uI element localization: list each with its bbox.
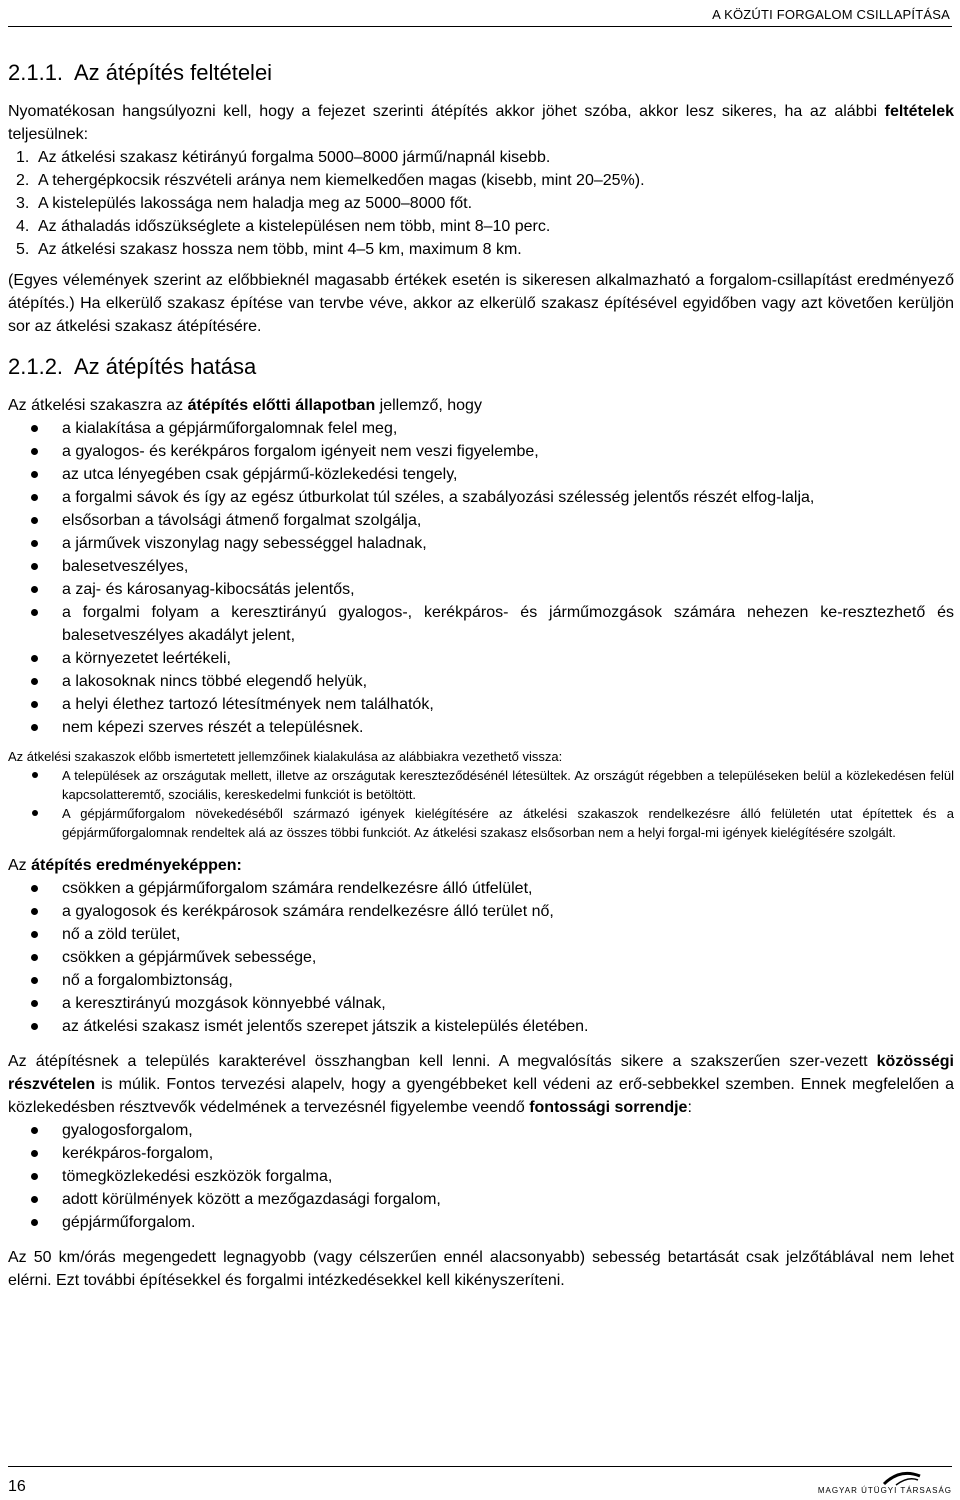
header-rule — [8, 26, 952, 27]
bullet-icon — [31, 1000, 38, 1007]
list-item: A települések az országutak mellett, illetve az országutak kereszteződésénél létesültek. Az országút régebben a településeken belül a közlekedésen felül kapcsolatteremtő, szociális, kereskedelmi funkciót is betöltött. — [8, 766, 954, 804]
priority-list — [8, 1119, 954, 1234]
bullet-icon — [31, 655, 38, 662]
running-header: A KÖZÚTI FORGALOM CSILLAPÍTÁSA — [712, 7, 950, 22]
section-heading-conditions — [8, 58, 954, 88]
bullet-icon — [32, 772, 38, 778]
list-item: nő a forgalombiztonság, — [8, 969, 954, 992]
bullet-icon — [31, 517, 38, 524]
list-item: a gyalogosok és kerékpárosok számára rendelkezésre álló terület nő, — [8, 900, 954, 923]
section-title: Az átépítés hatása — [73, 354, 257, 379]
list-item: gyalogosforgalom, — [8, 1119, 954, 1142]
bullet-icon — [31, 425, 38, 432]
bullet-icon — [31, 701, 38, 708]
list-item: A gépjárműforgalom növekedéséből származó igények kielégítésére az átkelési szakaszok rendelkezésre álló felületén utat építettek és a gépjárműforgalomnak rendeltek alá az összes többi funkciót. Az átkelési szakasz elsősorban nem a helyi forgal-mi igények kielégítésére szolgált. — [8, 804, 954, 842]
list-item: adott körülmények között a mezőgazdasági forgalom, — [8, 1188, 954, 1211]
bullet-icon — [31, 1173, 38, 1180]
list-item: csökken a gépjárművek sebessége, — [8, 946, 954, 969]
bullet-icon — [31, 609, 38, 616]
causes-lead: Az átkelési szakaszok előbb ismertetett jellemzőinek kialakulása az alábbiakra vezethető vissza: — [8, 749, 563, 764]
bullet-icon — [31, 494, 38, 501]
list-item: az átkelési szakasz ismét jelentős szerepet játszik a kistelepülés életében. — [8, 1015, 954, 1038]
list-item: az utca lényegében csak gépjármű-közlekedési tengely, — [8, 463, 954, 486]
before-state-list — [8, 417, 954, 739]
bullet-icon — [31, 1196, 38, 1203]
list-item: csökken a gépjárműforgalom számára rendelkezésre álló útfelület, — [8, 877, 954, 900]
list-item: balesetveszélyes, — [8, 555, 954, 578]
result-lead: Az átépítés eredményeképpen: — [8, 857, 242, 874]
before-state-lead: Az átkelési szakaszra az átépítés előtti állapotban jellemző, hogy — [8, 397, 482, 414]
conditions-list — [8, 146, 954, 261]
bullet-icon — [31, 908, 38, 915]
bullet-icon — [31, 931, 38, 938]
bullet-icon — [31, 724, 38, 731]
bullet-icon — [31, 563, 38, 570]
list-item: a kialakítása a gépjárműforgalomnak felel meg, — [8, 417, 954, 440]
page-content — [8, 50, 954, 1292]
list-item: elsősorban a távolsági átmenő forgalmat szolgálja, — [8, 509, 954, 532]
bullet-icon — [31, 1150, 38, 1157]
bullet-icon — [31, 1219, 38, 1226]
list-item: a forgalmi folyam a keresztirányú gyalogos-, kerékpáros- és járműmozgások számára nehezen ke-resztezhető és balesetveszélyes akadályt jelent, — [8, 601, 954, 647]
list-item: kerékpáros-forgalom, — [8, 1142, 954, 1165]
bullet-icon — [31, 954, 38, 961]
closing-paragraph: Az 50 km/órás megengedett legnagyobb (vagy célszerűen ennél alacsonyabb) sebesség betartását csak jelzőtáblával nem lehet elérni. Ezt további építésekkel és forgalmi intézkedésekkel kell kikényszeríteni. — [8, 1249, 954, 1289]
bullet-icon — [32, 810, 38, 816]
list-item: nő a zöld terület, — [8, 923, 954, 946]
list-item: a forgalmi sávok és így az egész útburkolat túl széles, a szabályozási szélesség jelentős részét elfog-lalja, — [8, 486, 954, 509]
section-title: Az átépítés feltételei — [73, 60, 273, 85]
list-item: a lakosoknak nincs többé elegendő helyük, — [8, 670, 954, 693]
list-item: 3. A kistelepülés lakossága nem haladja meg az 5000–8000 főt. — [16, 195, 473, 212]
list-item: gépjárműforgalom. — [8, 1211, 954, 1234]
footer-rule — [8, 1466, 952, 1467]
causes-list — [8, 766, 954, 842]
footer-logo — [812, 1466, 952, 1498]
section-number: 2.1.1. — [8, 60, 64, 85]
bullet-icon — [31, 540, 38, 547]
conditions-note: (Egyes vélemények szerint az előbbieknél magasabb értékek esetén is sikeresen alkalmazható a forgalom-csillapítást eredményező átépítés.) Ha elkerülő szakasz építése van tervbe véve, akkor az elkerülő szakasz építésével egyidőben vagy azt követően kerüljön sor az átkelési szakasz átépítésére. — [8, 272, 954, 335]
list-item: a keresztirányú mozgások könnyebbé válnak, — [8, 992, 954, 1015]
bullet-icon — [31, 448, 38, 455]
conditions-intro: Nyomatékosan hangsúlyozni kell, hogy a fejezet szerinti átépítés akkor jöhet szóba, akkor lesz sikeres, ha az alábbi feltételek teljesülnek: — [8, 103, 954, 143]
list-item: a helyi élethez tartozó létesítmények nem találhatók, — [8, 693, 954, 716]
bullet-icon — [31, 471, 38, 478]
list-item: a gyalogos- és kerékpáros forgalom igényeit nem veszi figyelembe, — [8, 440, 954, 463]
bullet-icon — [31, 977, 38, 984]
list-item: nem képezi szerves részét a településnek. — [8, 716, 954, 739]
list-item: 1. Az átkelési szakasz kétirányú forgalma 5000–8000 jármű/napnál kisebb. — [16, 149, 551, 166]
mut-logo-icon — [882, 1470, 922, 1486]
bullet-icon — [31, 1023, 38, 1030]
list-item: 4. Az áthaladás időszükséglete a kistelepülésen nem több, mint 8–10 perc. — [16, 218, 551, 235]
list-item: a környezetet leértékeli, — [8, 647, 954, 670]
list-item: 2. A tehergépkocsik részvételi aránya nem kiemelkedően magas (kisebb, mint 20–25%). — [16, 172, 645, 189]
bullet-icon — [31, 885, 38, 892]
page-number: 16 — [8, 1478, 26, 1495]
bullet-icon — [31, 678, 38, 685]
list-item: 5. Az átkelési szakasz hossza nem több, mint 4–5 km, maximum 8 km. — [16, 241, 522, 258]
section-heading-effects — [8, 352, 954, 382]
character-paragraph: Az átépítésnek a település karakterével összhangban kell lenni. A megvalósítás sikere a szakszerűen szer-vezett közösségi részvételen is múlik. Fontos tervezési alapelv, hogy a gyengébbeket kell védeni az erő-sebbekkel szemben. Ennek megfelelően a közlekedésben résztvevők védelmének a tervezésnél figyelembe veendő fontossági sorrendje: — [8, 1053, 954, 1116]
logo-text: MAGYAR ÚTÜGYI TÁRSASÁG — [817, 1486, 952, 1495]
list-item: tömegközlekedési eszközök forgalma, — [8, 1165, 954, 1188]
bullet-icon — [31, 586, 38, 593]
bullet-icon — [31, 1127, 38, 1134]
result-list — [8, 877, 954, 1038]
list-item: a járművek viszonylag nagy sebességgel haladnak, — [8, 532, 954, 555]
list-item: a zaj- és károsanyag-kibocsátás jelentős, — [8, 578, 954, 601]
section-number: 2.1.2. — [8, 354, 64, 379]
